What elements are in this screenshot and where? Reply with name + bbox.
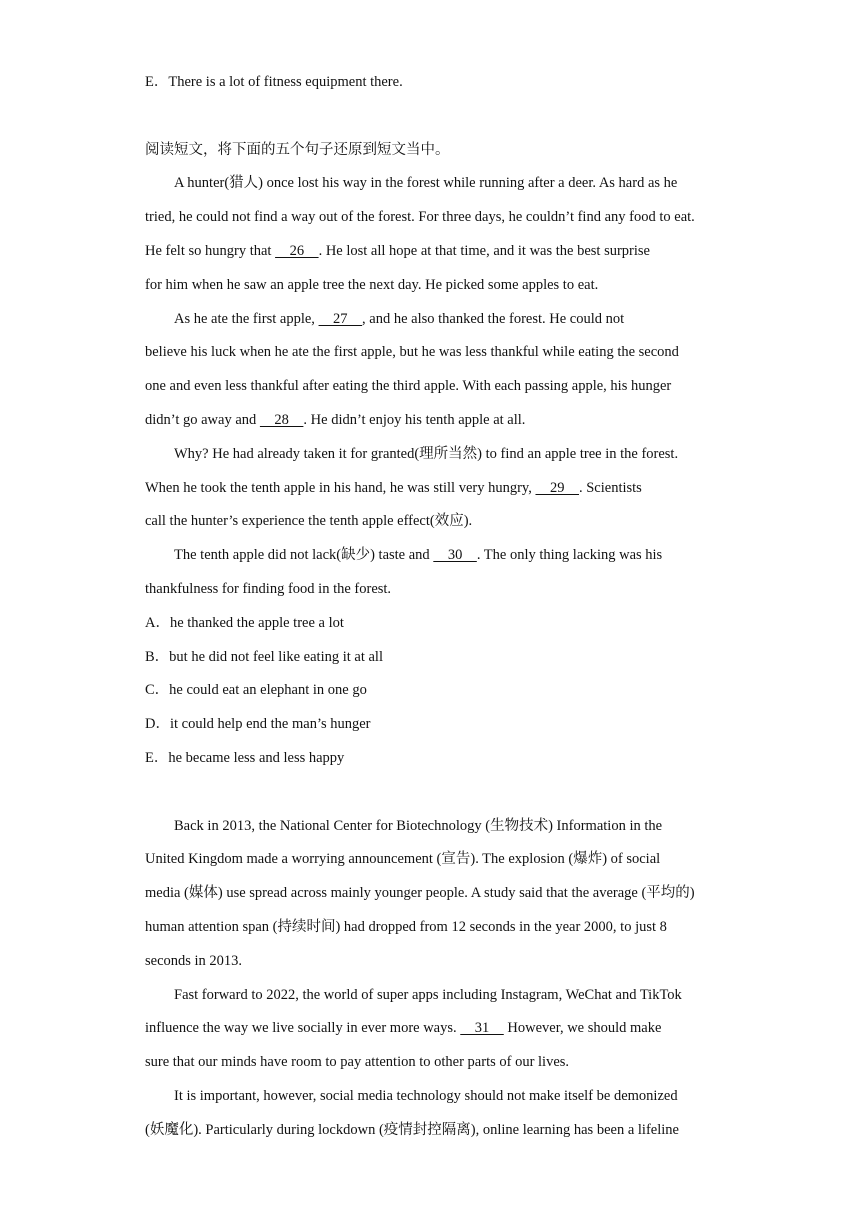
text-line: Fast forward to 2022, the world of super apps including Instagram, WeChat and TikTok bbox=[174, 986, 682, 1003]
text-segment: . The only thing lacking was his bbox=[476, 547, 663, 564]
text-line bbox=[145, 1012, 725, 1046]
passage-social-media-p3 bbox=[145, 1080, 725, 1148]
text-segment: As he ate the first apple, bbox=[174, 310, 319, 327]
blank-27[interactable]: 27 bbox=[318, 310, 363, 327]
option-e: E．he became less and less happy bbox=[145, 749, 345, 766]
passage-hunter-p4 bbox=[145, 539, 725, 607]
spacer bbox=[145, 776, 725, 810]
blank-31[interactable]: 31 bbox=[460, 1020, 504, 1037]
text-line bbox=[145, 472, 725, 506]
passage-hunter-p3 bbox=[145, 438, 725, 539]
passage-hunter-p1 bbox=[145, 167, 725, 302]
option-d: D．it could help end the man’s hunger bbox=[145, 716, 371, 733]
text-segment: . He didn’t enjoy his tenth apple at all. bbox=[303, 411, 526, 428]
text-line bbox=[145, 303, 725, 337]
text-segment: , and he also thanked the forest. He could not bbox=[362, 310, 625, 327]
option-a: A．he thanked the apple tree a lot bbox=[145, 614, 344, 631]
text-segment: . Scientists bbox=[578, 479, 642, 496]
answer-options bbox=[145, 607, 725, 776]
document-page bbox=[145, 66, 725, 1148]
passage-social-media-p2 bbox=[145, 979, 725, 1080]
passage-social-media-p1 bbox=[145, 810, 725, 979]
option-b: B．but he did not feel like eating it at all bbox=[145, 648, 383, 665]
text-segment: He felt so hungry that bbox=[145, 242, 276, 259]
text-line: sure that our minds have room to pay attention to other parts of our lives. bbox=[145, 1054, 570, 1071]
text-line: It is important, however, social media technology should not make itself be demonized bbox=[174, 1087, 678, 1104]
text-line: seconds in 2013. bbox=[145, 952, 243, 969]
text-line: call the hunter’s experience the tenth apple effect(效应). bbox=[145, 513, 473, 530]
text-segment: . He lost all hope at that time, and it was the best surprise bbox=[318, 242, 650, 259]
spacer bbox=[145, 100, 725, 134]
text-segment: didn’t go away and bbox=[145, 411, 260, 428]
text-line: thankfulness for finding food in the forest. bbox=[145, 580, 392, 597]
section-instruction: 阅读短文，将下面的五个句子还原到短文当中。 bbox=[145, 141, 450, 158]
text-line: for him when he saw an apple tree the next day. He picked some apples to eat. bbox=[145, 276, 599, 293]
text-line: tried, he could not find a way out of the forest. For three days, he couldn’t find any food to eat. bbox=[145, 209, 695, 226]
text-line bbox=[145, 404, 725, 438]
text-line: Back in 2013, the National Center for Biotechnology (生物技术) Information in the bbox=[174, 817, 663, 834]
passage-hunter-p2 bbox=[145, 303, 725, 438]
prev-option-e: E．There is a lot of fitness equipment there. bbox=[145, 74, 403, 90]
text-line bbox=[145, 235, 725, 269]
text-line: A hunter(猎人) once lost his way in the forest while running after a deer. As hard as he bbox=[174, 175, 678, 192]
text-line: Why? He had already taken it for granted(理所当然) to find an apple tree in the forest. bbox=[174, 445, 679, 462]
text-line: believe his luck when he ate the first apple, but he was less thankful while eating the second bbox=[145, 344, 679, 361]
text-line: (妖魔化). Particularly during lockdown (疫情封控隔离), online learning has been a lifeline bbox=[145, 1121, 679, 1138]
text-segment: However, we should make bbox=[503, 1020, 662, 1037]
blank-30[interactable]: 30 bbox=[433, 547, 477, 564]
blank-26[interactable]: 26 bbox=[275, 242, 319, 259]
text-line bbox=[145, 539, 725, 573]
blank-28[interactable]: 28 bbox=[259, 411, 304, 428]
option-c: C．he could eat an elephant in one go bbox=[145, 682, 367, 699]
text-segment: The tenth apple did not lack(缺少) taste and bbox=[174, 547, 434, 564]
blank-29[interactable]: 29 bbox=[535, 479, 579, 496]
text-segment: influence the way we live socially in ever more ways. bbox=[145, 1020, 461, 1037]
text-line: human attention span (持续时间) had dropped from 12 seconds in the year 2000, to just 8 bbox=[145, 918, 667, 935]
text-line: one and even less thankful after eating the third apple. With each passing apple, his hunger bbox=[145, 378, 672, 395]
text-line: United Kingdom made a worrying announcement (宣告). The explosion (爆炸) of social bbox=[145, 851, 661, 868]
text-segment: When he took the tenth apple in his hand, he was still very hungry, bbox=[145, 479, 536, 496]
text-line: media (媒体) use spread across mainly younger people. A study said that the average (平均的) bbox=[145, 885, 695, 902]
